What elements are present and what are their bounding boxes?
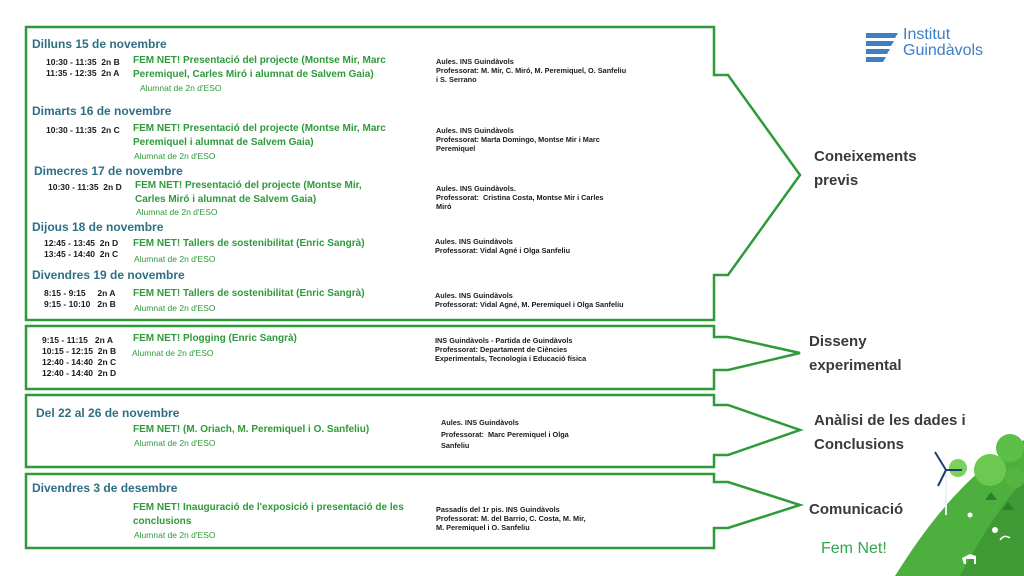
day-label: Dijous 18 de novembre — [32, 220, 164, 234]
location-staff-info: Aules. INS Guindàvols. Professorat: Cristina Costa, Montse Mir i Carles Miró — [436, 184, 604, 212]
day-label: Divendres 3 de desembre — [32, 481, 178, 495]
stage-line: Conclusions — [814, 436, 905, 453]
activity-title: FEM NET! Inauguració de l'exposició i presentació de les conclusions — [133, 502, 404, 527]
activity-title: FEM NET! Plogging (Enric Sangrà) — [133, 333, 297, 344]
fem-net-caption: Fem Net! — [821, 540, 887, 557]
location-staff-info: Passadís del 1r pis. INS Guindàvols Professorat: M. del Barrio, C. Costa, M. Mir, M. Peremiquel i O. Sanfeliu — [436, 505, 586, 533]
time-slots: 10:30 - 11:35 2n B 11:35 - 12:35 2n A — [46, 57, 120, 78]
institut-logo-mark — [866, 33, 898, 62]
activity-title: FEM NET! Presentació del projecte (Montse Mir, Marc Peremiquel, Carles Miró i alumnat de Salvem Gaia) — [133, 55, 386, 80]
day-label: Divendres 19 de novembre — [32, 268, 185, 282]
audience-label: Alumnat de 2n d'ESO — [134, 254, 216, 264]
day-label: Del 22 al 26 de novembre — [36, 406, 180, 420]
stage-line: Anàlisi de les dades i — [814, 412, 966, 429]
institut-logo-text — [903, 27, 983, 59]
stage-line: Comunicació — [809, 501, 904, 518]
stage-line: previs — [814, 172, 859, 189]
time-slots: 10:30 - 11:35 2n D — [48, 182, 122, 192]
audience-label: Alumnat de 2n d'ESO — [134, 438, 216, 448]
stage-label-3 — [814, 409, 966, 457]
location-staff-info: Aules. INS Guindàvols Professorat: Marc Peremiquel i Olga Sanfeliu — [441, 418, 569, 450]
logo-line1: Institut — [903, 26, 951, 43]
stage-line: Coneixements — [814, 148, 917, 165]
stage-label-2 — [809, 330, 902, 378]
logo-line2: Guindàvols — [903, 42, 984, 59]
stage-line: Disseny — [809, 333, 867, 350]
location-staff-info: Aules. INS Guindàvols Professorat: M. Mir, C. Miró, M. Peremiquel, O. Sanfeliu i S. Serrano — [436, 57, 627, 85]
stage-label-1 — [814, 145, 917, 193]
time-slots: 12:45 - 13:45 2n D 13:45 - 14:40 2n C — [44, 238, 119, 259]
audience-label: Alumnat de 2n d'ESO — [134, 303, 216, 313]
activity-title: FEM NET! Presentació del projecte (Montse Mir, Marc Peremiquel i alumnat de Salvem Gaia) — [133, 123, 386, 148]
location-staff-info: Aules. INS Guindàvols Professorat: Vidal Agné, M. Peremiquel i Olga Sanfeliu — [435, 291, 624, 310]
activity-title: FEM NET! Tallers de sostenibilitat (Enric Sangrà) — [133, 288, 365, 299]
audience-label: Alumnat de 2n d'ESO — [140, 83, 222, 93]
activity-title: FEM NET! Presentació del projecte (Montse Mir, Carles Miró i alumnat de Salvem Gaia) — [135, 180, 362, 205]
stage-label-4 — [809, 498, 903, 522]
audience-label: Alumnat de 2n d'ESO — [134, 530, 216, 540]
audience-label: Alumnat de 2n d'ESO — [132, 348, 214, 358]
time-slots: 10:30 - 11:35 2n C — [46, 125, 120, 135]
day-label: Dilluns 15 de novembre — [32, 37, 167, 51]
time-slots: 9:15 - 11:15 2n A 10:15 - 12:15 2n B 12:40 - 14:40 2n C 12:40 - 14:40 2n D — [42, 335, 117, 378]
location-staff-info: Aules. INS Guindàvols Professorat: Vidal Agné i Olga Sanfeliu — [435, 237, 571, 256]
activity-title: FEM NET! (M. Oriach, M. Peremiquel i O. Sanfeliu) — [133, 424, 370, 435]
location-staff-info: INS Guindàvols - Partida de Guindàvols Professorat: Departament de Ciències Experimentals, Tecnologia i Educació física — [435, 336, 587, 364]
audience-label: Alumnat de 2n d'ESO — [136, 207, 218, 217]
day-label: Dimecres 17 de novembre — [34, 164, 183, 178]
activity-title: FEM NET! Tallers de sostenibilitat (Enric Sangrà) — [133, 238, 365, 249]
day-label: Dimarts 16 de novembre — [32, 104, 172, 118]
time-slots: 8:15 - 9:15 2n A 9:15 - 10:10 2n B — [44, 288, 116, 309]
stage-line: experimental — [809, 357, 902, 374]
audience-label: Alumnat de 2n d'ESO — [134, 151, 216, 161]
location-staff-info: Aules. INS Guindàvols Professorat: Marta Domingo, Montse Mir i Marc Peremiquel — [436, 126, 600, 154]
